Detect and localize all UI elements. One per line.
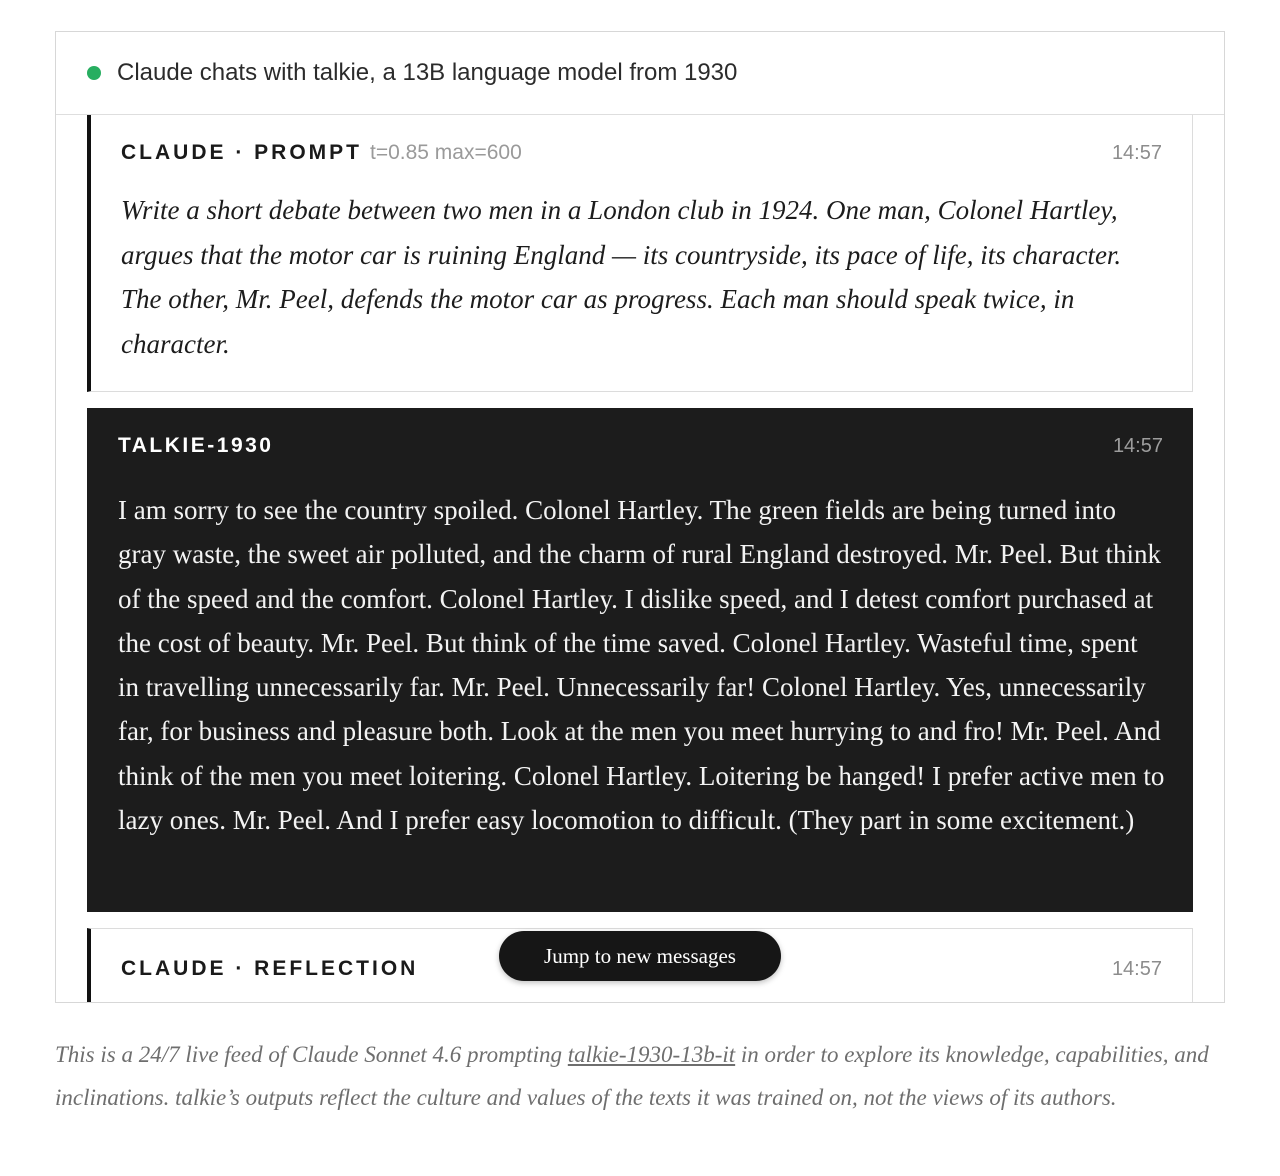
message-header bbox=[118, 434, 1163, 462]
speaker-label: CLAUDE · PROMPT bbox=[121, 141, 362, 164]
response-text: I am sorry to see the country spoiled. Colonel Hartley. The green fields are being turned into gray waste, the sweet air polluted, and the charm of rural England destroyed. Mr. Peel. But think of the speed and the comfort. Colonel Hartley. I dislike speed, and I detest comfort purchased at the cost of beauty. Mr. Peel. But think of the time saved. Colonel Hartley. Wasteful time, spent in travelling unnecessarily far. Mr. Peel. Unnecessarily far! Colonel Hartley. Yes, unnecessarily far, for business and pleasure both. Look at the men you meet hurrying to and fro! Mr. Peel. And think of the men you meet loitering. Colonel Hartley. Loitering be hanged! I prefer active men to lazy ones. Mr. Peel. And I prefer easy locomotion to difficult. (They part in some excitement.) bbox=[118, 495, 1165, 836]
live-status-dot bbox=[87, 66, 101, 80]
feed-header bbox=[56, 32, 1224, 115]
message-header bbox=[121, 141, 1162, 169]
footer-disclaimer bbox=[55, 1034, 1225, 1119]
model-link[interactable]: talkie-1930-13b-it bbox=[567, 1042, 736, 1067]
feed-title: Claude chats with talkie, a 13B language model from 1930 bbox=[117, 59, 738, 86]
message-timestamp: 14:57 bbox=[1111, 142, 1162, 164]
message-card-prompt bbox=[87, 115, 1193, 392]
message-timestamp: 14:57 bbox=[1112, 435, 1163, 457]
footer-text-start: This is a 24/7 live feed of Claude Sonnet 4.6 prompting bbox=[55, 1042, 568, 1067]
message-list[interactable] bbox=[56, 115, 1224, 1003]
generation-params: t=0.85 max=600 bbox=[370, 141, 522, 164]
live-feed-panel bbox=[55, 31, 1225, 1003]
speaker-label: TALKIE-1930 bbox=[118, 434, 274, 457]
jump-to-new-messages-button[interactable]: Jump to new messages bbox=[499, 931, 781, 981]
message-card-response bbox=[87, 408, 1193, 912]
footer-text-end: in order to explore its knowledge, capabilities, and inclinations. talkie’s outputs reflect the culture and values of the texts it was trained on, not the views of its authors. bbox=[55, 1042, 1209, 1110]
speaker-label: CLAUDE · REFLECTION bbox=[121, 957, 419, 980]
prompt-text: Write a short debate between two men in a London club in 1924. One man, Colonel Hartley, argues that the motor car is ruining England — its countryside, its pace of life, its character. The other, Mr. Peel, defends the motor car as progress. Each man should speak twice, in character. bbox=[121, 195, 1122, 359]
message-timestamp: 14:57 bbox=[1111, 958, 1162, 980]
